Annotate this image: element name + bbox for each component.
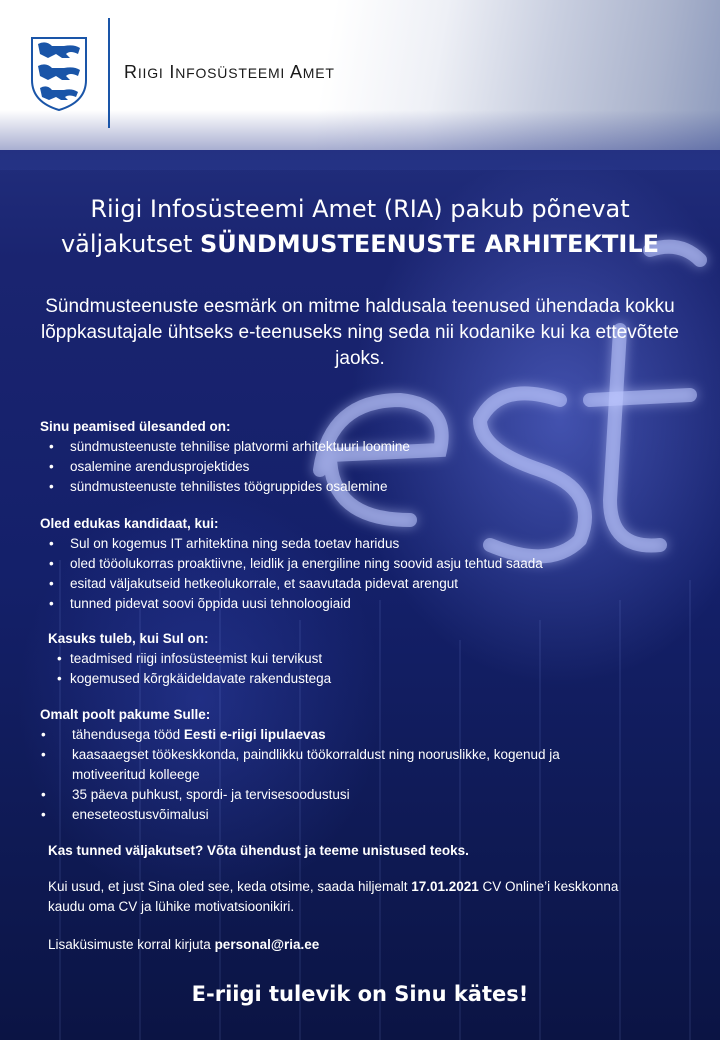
list-item: • 35 päeva puhkust, spordi- ja tervisesoodustusi (40, 785, 612, 805)
contact-info: Lisaküsimuste korral kirjuta personal@ria.ee (48, 937, 320, 952)
slogan: E-riigi tulevik on Sinu kätes! (191, 982, 529, 1006)
title-line-1: Riigi Infosüsteemi Amet (RIA) pakub põnevat (90, 195, 630, 223)
list-item: • tunned pidevat soovi õppida uusi tehnoloogiaid (40, 594, 543, 614)
title-highlight: SÜNDMUSTEENUSTE ARHITEKTILE (200, 230, 660, 258)
intro-text: Sündmusteenuste eesmärk on mitme haldusala teenused ühendada kokku lõppkasutajale ühtseks e-teenuseks ning seda nii kodanike kui ka ettevõtete jaoks. (41, 296, 679, 369)
offer-heading: Omalt poolt pakume Sulle: (40, 707, 211, 722)
call-to-action: Kas tunned väljakutset? Võta ühendust ja teeme unistused teoks. (48, 843, 469, 858)
list-item: • eneseteostusvõimalusi (40, 805, 612, 825)
candidate-section (40, 514, 543, 614)
tasks-section (40, 417, 410, 497)
application-instructions: Kui usud, et just Sina oled see, keda otsime, saada hiljemalt 17.01.2021 CV Online’i keskkonna kaudu oma CV ja lühike motivatsioonikiri. (48, 879, 619, 914)
list-item: • osalemine arendusprojektides (40, 457, 410, 477)
tasks-heading: Sinu peamised ülesanded on: (40, 419, 231, 434)
list-item: • kogemused kõrgkäideldavate rakendustega (48, 669, 331, 689)
candidate-heading: Oled edukas kandidaat, kui: (40, 516, 219, 531)
list-item: • sündmusteenuste tehnilistes töögruppides osalemine (40, 477, 410, 497)
logo-divider (108, 18, 110, 128)
list-item: • oled tööolukorras proaktiivne, leidlik ja energiline ning soovid asju tehtud saada (40, 554, 543, 574)
advantage-heading: Kasuks tuleb, kui Sul on: (48, 631, 209, 646)
three-lions-coat-of-arms-icon (30, 36, 88, 112)
offer-section (40, 705, 612, 825)
list-item: • teadmised riigi infosüsteemist kui tervikust (48, 649, 331, 669)
list-item: • esitad väljakutseid hetkeolukorrale, et saavutada pidevat arengut (40, 574, 543, 594)
list-item: • Sul on kogemus IT arhitektina ning seda toetav haridus (40, 534, 543, 554)
contact-email[interactable]: personal@ria.ee (214, 937, 320, 952)
organization-name: RIIGI INFOSÜSTEEMI AMET (124, 62, 335, 82)
advantage-section (48, 629, 331, 689)
list-item: • kaasaaegset töökeskkonda, paindlikku töökorraldust ning nooruslikke, kogenud ja motiveeritud kolleege (40, 745, 612, 785)
list-item: • tähendusega tööd Eesti e-riigi lipulaevas (40, 725, 612, 745)
title-line-2: väljakutset SÜNDMUSTEENUSTE ARHITEKTILE (60, 230, 660, 258)
deadline-date: 17.01.2021 (411, 879, 479, 894)
poster-title (0, 192, 720, 262)
list-item: • sündmusteenuste tehnilise platvormi arhitektuuri loomine (40, 437, 410, 457)
